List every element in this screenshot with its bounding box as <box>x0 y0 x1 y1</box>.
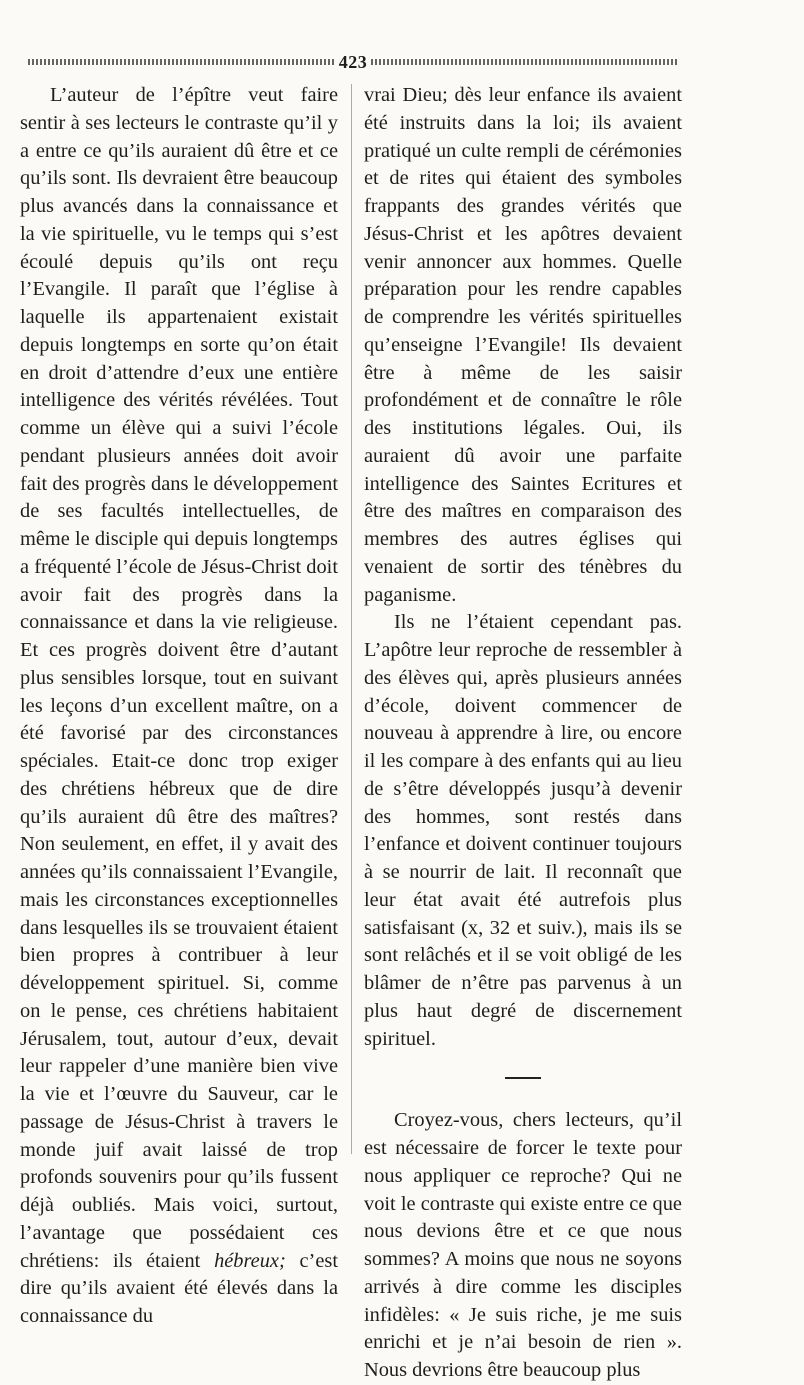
paragraph <box>20 82 338 1331</box>
left-column <box>20 82 338 1331</box>
page-number: 423 <box>338 51 368 72</box>
paragraph-text: c’est dire qu’ils avaient été élevés dans la connaissance du <box>20 1249 338 1327</box>
header-rule-left <box>28 59 335 65</box>
column-divider <box>351 84 352 1154</box>
paragraph: Croyez-vous, chers lecteurs, qu’il est nécessaire de forcer le texte pour nous appliquer ce reproche? Qui ne voit le contraste qui existe entre ce que nous devions être et ce que nous sommes? A moins que nous ne soyons arrivés à dire comme les disciples infidèles: « Je suis riche, je me suis enrichi et je n’ai besoin de rien ». Nous devrions être beaucoup plus <box>364 1109 682 1381</box>
header-rule-right <box>371 59 678 65</box>
page-header <box>28 50 678 74</box>
paragraph: Ils ne l’étaient cependant pas. L’apôtre leur reproche de ressembler à des élèves qui, après plusieurs années d’école, doivent commencer de nouveau à apprendre à lire, ou encore il les compare à des enfants qui au lieu de s’être développés jusqu’à devenir des hommes, sont restés dans l’enfance et doivent continuer toujours à se nourrir de lait. Il reconnaît que leur état avait été autrefois plus satisfaisant (x, 32 et suiv.), mais ils se sont relâchés et il se voit obligé de les blâmer de n’être pas parvenus à un plus haut degré de discernement spirituel. <box>364 611 682 1050</box>
emphasis-text: hébreux; <box>214 1249 286 1272</box>
section-separator <box>505 1077 541 1079</box>
paragraph: vrai Dieu; dès leur enfance ils avaient été instruits dans la loi; ils avaient pratiqué un culte rempli de cérémonies et de rites qui étaient des symboles frappants des grandes vérités que Jésus-Christ et les apôtres devaient venir annoncer aux hommes. Quelle préparation pour les rendre capables de comprendre les vérités spirituelles qu’enseigne l’Evangile! Ils devaient être à même de les saisir profondément et de connaître le rôle des institutions légales. Oui, ils auraient dû avoir une parfaite intelligence des Saintes Ecritures et être des maîtres en comparaison des membres des autres églises qui venaient de sortir des ténèbres du paganisme. <box>364 84 682 606</box>
paragraph-text: L’auteur de l’épître veut faire sentir à ses lecteurs le contraste qu’il y a entre ce qu’ils auraient dû être et ce qu’ils sont. Ils devraient être beaucoup plus avancés dans la connaissance et la vie spirituelle, vu le temps qui s’est écoulé depuis qu’ils ont reçu l’Evangile. Il paraît que l’église à laquelle ils appartenaient existait depuis longtemps en sorte qu’on était en droit d’attendre d’eux une entière intelligence des vérités révélées. Tout comme un élève qui a suivi l’école pendant plusieurs années doit avoir fait des progrès dans le développement de ses facultés intellectuelles, de même le disciple qui depuis longtemps a fréquenté l’école de Jésus-Christ doit avoir fait des progrès dans la connaissance et dans la vie religieuse. Et ces progrès doivent être d’autant plus sensibles lorsque, tout en suivant les leçons d’un excellent maître, on a été favorisé par des circonstances spéciales. Etait-ce donc trop exiger des chrétiens hébreux que de dire qu’ils auraient dû être des maîtres? Non seulement, en effet, il y avait des années qu’ils connaissaient l’Evangile, mais les circonstances exceptionnelles dans lesquelles ils se trouvaient étaient bien propres à contribuer à leur développement spirituel. Si, comme on le pense, ces chrétiens habitaient Jérusalem, tout, autour d’eux, devait leur rappeler d’une manière bien vive la vie et l’œuvre du Sauveur, car le passage de Jésus-Christ à travers le monde juif avait laissé de trop profonds souvenirs pour qu’ils fussent déjà oubliés. Mais voici, surtout, l’avantage que possédaient ces chrétiens: ils étaient <box>20 84 338 1272</box>
right-column <box>364 82 682 1385</box>
